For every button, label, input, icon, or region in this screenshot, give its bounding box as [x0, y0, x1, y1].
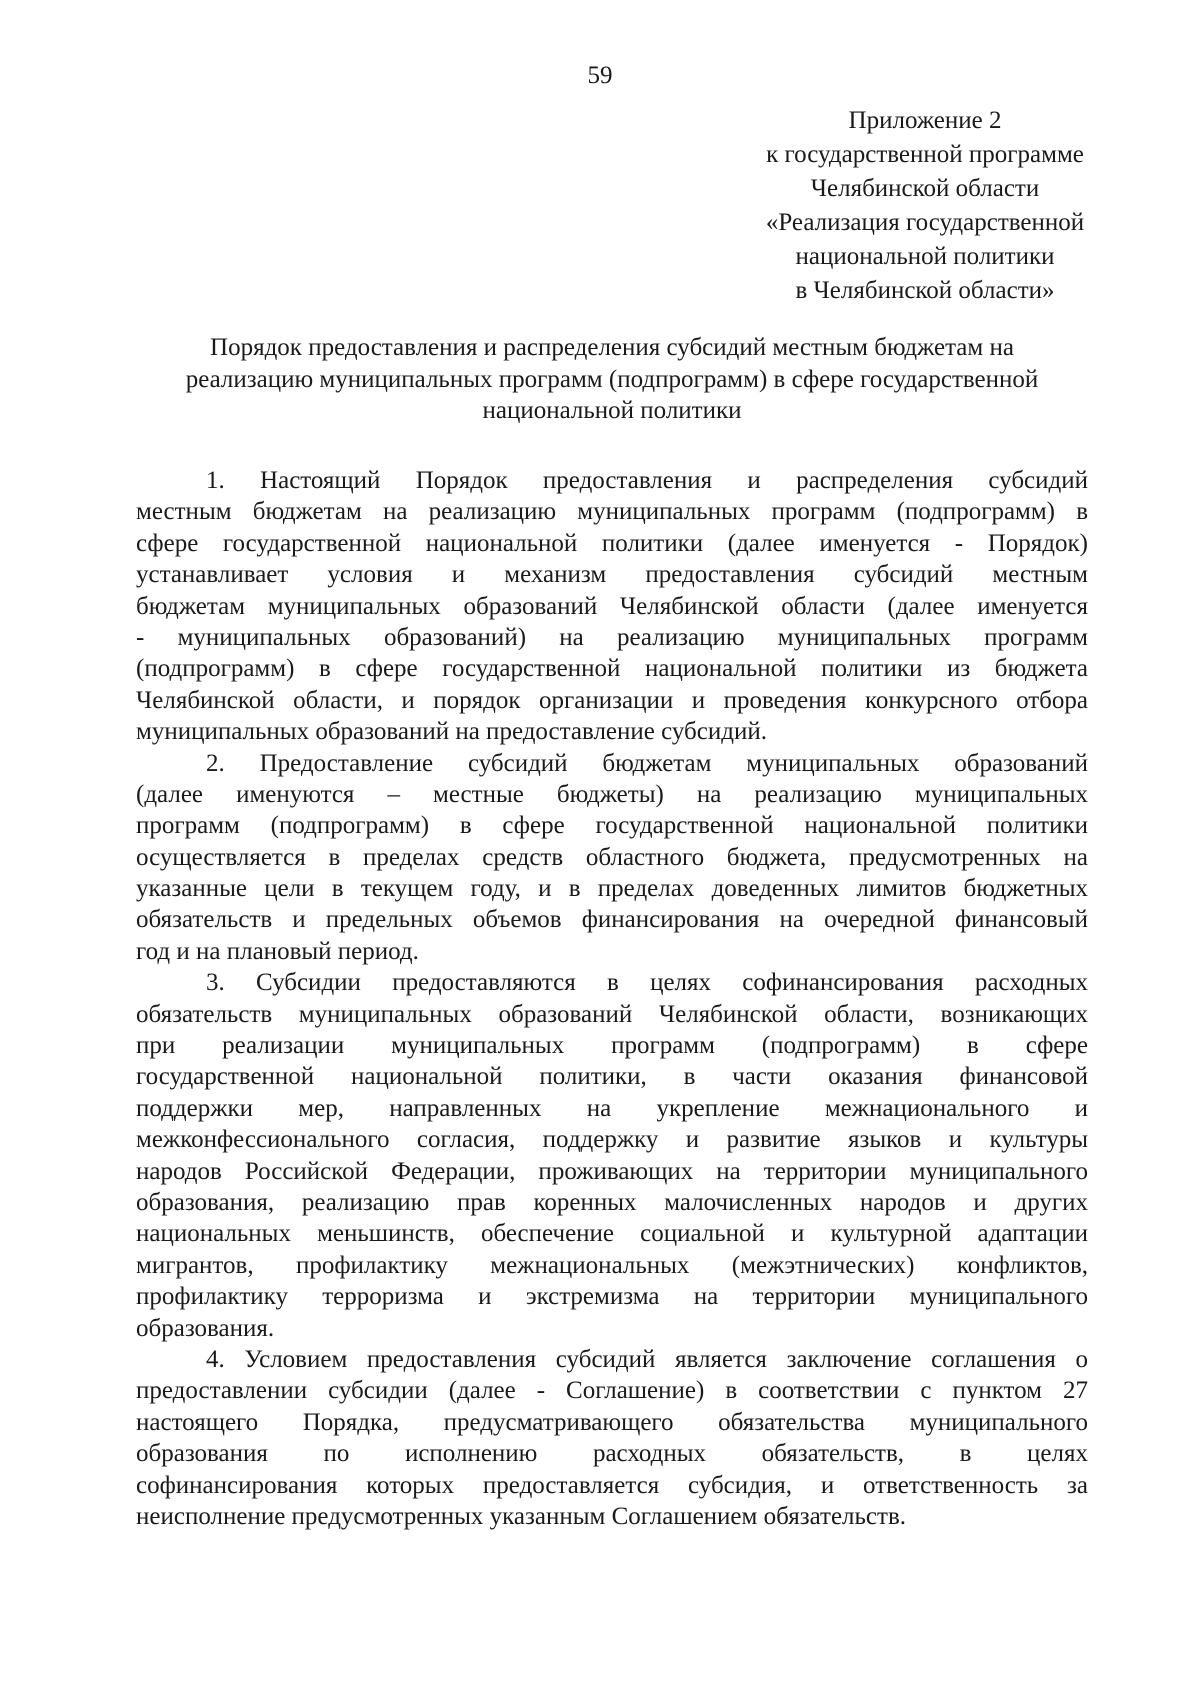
- page-number: 59: [587, 62, 613, 89]
- text-line: неисполнение предусмотренных указанным Соглашением обязательств.: [136, 1502, 906, 1530]
- text-line: мигрантов, профилактику межнациональных (межэтнических) конфликтов,: [136, 1251, 1088, 1279]
- text-line: (подпрограмм) в сфере государственной национальной политики из бюджета: [136, 655, 1088, 683]
- text-line: настоящего Порядка, предусматривающего обязательства муниципального: [136, 1408, 1088, 1436]
- text-line: при реализации муниципальных программ (подпрограмм) в сфере: [136, 1032, 1088, 1060]
- text-line: образования, реализацию прав коренных малочисленных народов и других: [136, 1188, 1088, 1216]
- paragraph-4: [136, 1344, 1088, 1532]
- text-line: государственной национальной политики, в части оказания финансовой: [136, 1063, 1088, 1091]
- text-line: 3. Субсидии предоставляются в целях софинансирования расходных: [206, 969, 1088, 997]
- text-line: сфере государственной национальной политики (далее именуется - Порядок): [136, 529, 1088, 557]
- text-line: народов Российской Федерации, проживающих на территории муниципального: [136, 1157, 1088, 1185]
- paragraph-2: [136, 748, 1088, 968]
- text-line: бюджетам муниципальных образований Челябинской области (далее именуется: [136, 592, 1088, 620]
- annex-line: Челябинской области: [810, 175, 1040, 202]
- annex-line: «Реализация государственной: [765, 209, 1085, 236]
- text-line: программ (подпрограмм) в сфере государственной национальной политики: [136, 812, 1088, 840]
- text-line: предоставлении субсидии (далее - Соглашение) в соответствии с пунктом 27: [136, 1377, 1088, 1405]
- text-line: - муниципальных образований) на реализацию муниципальных программ: [136, 623, 1088, 651]
- title-line: Порядок предоставления и распределения субсидий местным бюджетам на: [210, 334, 1014, 361]
- document-title: [136, 332, 1088, 427]
- paragraph-3: [136, 967, 1088, 1344]
- text-line: обязательств и предельных объемов финансирования на очередной финансовый: [136, 906, 1088, 934]
- text-line: профилактику терроризма и экстремизма на территории муниципального: [136, 1283, 1088, 1311]
- annex-line: в Челябинской области»: [795, 277, 1055, 304]
- text-line: местным бюджетам на реализацию муниципальных программ (подпрограмм) в: [136, 498, 1088, 526]
- annex-line: национальной политики: [795, 243, 1055, 270]
- text-line: образования по исполнению расходных обязательств, в целях: [136, 1440, 1088, 1468]
- paragraph-1: [136, 465, 1088, 748]
- text-line: устанавливает условия и механизм предоставления субсидий местным: [136, 561, 1088, 589]
- annex-line: Приложение 2: [848, 107, 1002, 134]
- annex-header: [690, 104, 1160, 308]
- text-line: 2. Предоставление субсидий бюджетам муниципальных образований: [206, 749, 1088, 777]
- title-line: национальной политики: [482, 397, 742, 424]
- text-line: национальных меньшинств, обеспечение социальной и культурной адаптации: [136, 1220, 1088, 1248]
- text-line: муниципальных образований на предоставление субсидий.: [136, 718, 767, 746]
- document-body: [136, 465, 1088, 1532]
- text-line: софинансирования которых предоставляется субсидия, и ответственность за: [136, 1471, 1088, 1499]
- text-line: 1. Настоящий Порядок предоставления и распределения субсидий: [206, 467, 1088, 494]
- text-line: образования.: [136, 1314, 275, 1342]
- text-line: (далее именуются – местные бюджеты) на реализацию муниципальных: [136, 780, 1088, 808]
- text-line: обязательств муниципальных образований Челябинской области, возникающих: [136, 1000, 1088, 1028]
- text-line: осуществляется в пределах средств областного бюджета, предусмотренных на: [136, 843, 1088, 871]
- text-line: 4. Условием предоставления субсидий является заключение соглашения о: [206, 1345, 1088, 1373]
- text-line: Челябинской области, и порядок организации и проведения конкурсного отбора: [136, 686, 1088, 714]
- annex-line: к государственной программе: [766, 141, 1084, 168]
- text-line: указанные цели в текущем году, и в пределах доведенных лимитов бюджетных: [136, 875, 1088, 903]
- title-line: реализацию муниципальных программ (подпрограмм) в сфере государственной: [185, 365, 1039, 393]
- text-line: год и на плановый период.: [136, 937, 419, 965]
- text-line: поддержки мер, направленных на укрепление межнационального и: [136, 1094, 1088, 1122]
- text-line: межконфессионального согласия, поддержку и развитие языков и культуры: [136, 1126, 1088, 1154]
